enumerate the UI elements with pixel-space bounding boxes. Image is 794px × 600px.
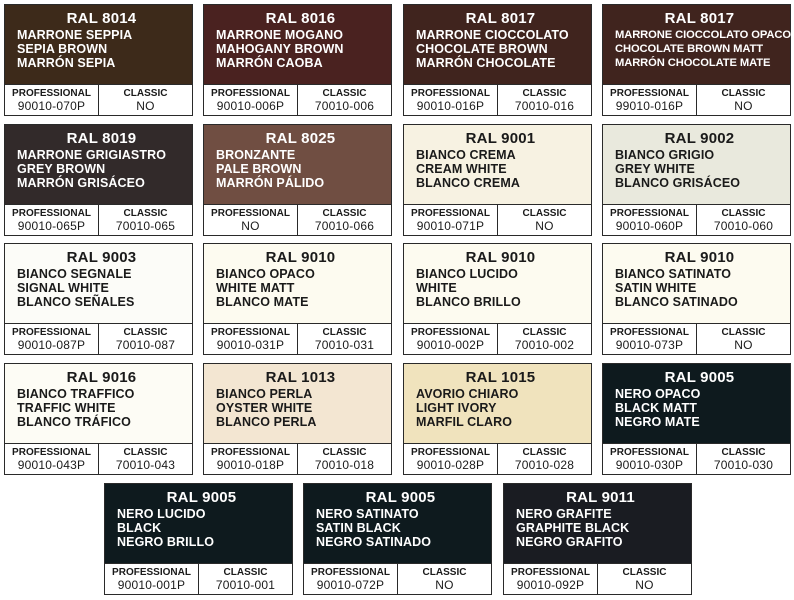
classic-label: CLASSIC <box>322 207 367 219</box>
color-name: NEGRO SATINADO <box>316 535 432 549</box>
classic-code: 70010-016 <box>514 98 575 113</box>
classic-column <box>98 205 192 235</box>
color-name: GREY WHITE <box>615 162 695 176</box>
professional-column <box>404 205 497 235</box>
professional-code: 90010-065P <box>17 218 86 233</box>
professional-column <box>603 205 696 235</box>
color-name: BIANCO SEGNALE <box>17 267 132 281</box>
professional-label: PROFESSIONAL <box>12 87 91 99</box>
color-swatch <box>5 244 192 324</box>
classic-column <box>696 205 790 235</box>
professional-label: PROFESSIONAL <box>411 207 490 219</box>
classic-label: CLASSIC <box>522 207 567 219</box>
classic-code: 70010-018 <box>314 457 375 472</box>
professional-code: 90010-060P <box>615 218 684 233</box>
classic-label: CLASSIC <box>123 446 168 458</box>
classic-label: CLASSIC <box>322 326 367 338</box>
color-name: BIANCO LUCIDO <box>416 267 518 281</box>
professional-code: 90010-018P <box>216 457 285 472</box>
professional-code: 90010-072P <box>316 577 385 592</box>
professional-label: PROFESSIONAL <box>610 446 689 458</box>
color-card <box>602 124 791 236</box>
color-name: LIGHT IVORY <box>416 401 497 415</box>
color-name: MARRÓN PÁLIDO <box>216 176 325 190</box>
classic-column <box>98 324 192 354</box>
product-codes <box>5 84 192 115</box>
classic-column <box>696 85 790 115</box>
product-codes <box>404 443 591 474</box>
professional-column <box>603 85 696 115</box>
product-codes <box>603 323 790 354</box>
color-card <box>104 483 293 595</box>
color-name: AVORIO CHIARO <box>416 387 519 401</box>
color-swatch <box>404 125 591 205</box>
professional-label: PROFESSIONAL <box>610 326 689 338</box>
color-swatch <box>304 484 491 564</box>
color-name: NERO SATINATO <box>316 507 419 521</box>
ral-code: RAL 9002 <box>664 130 735 147</box>
classic-column <box>497 85 591 115</box>
color-card <box>203 363 392 475</box>
color-name: SIGNAL WHITE <box>17 281 109 295</box>
product-codes <box>504 563 691 594</box>
color-swatch <box>404 5 591 85</box>
color-card <box>303 483 492 595</box>
classic-column <box>297 324 391 354</box>
color-name: NERO OPACO <box>615 387 701 401</box>
color-name: SATIN BLACK <box>316 521 401 535</box>
color-name: MARRÓN CHOCOLATE <box>416 56 556 70</box>
ral-code: RAL 9010 <box>265 249 336 266</box>
color-card <box>602 4 791 116</box>
color-swatch <box>404 364 591 444</box>
professional-label: PROFESSIONAL <box>211 207 290 219</box>
color-swatch <box>105 484 292 564</box>
professional-column <box>5 85 98 115</box>
color-name: BLANCO BRILLO <box>416 295 521 309</box>
color-name: BIANCO GRIGIO <box>615 148 715 162</box>
color-name: BLANCO MATE <box>216 295 309 309</box>
color-name: BLACK <box>117 521 162 535</box>
color-name: BIANCO SATINATO <box>615 267 732 281</box>
classic-label: CLASSIC <box>422 566 467 578</box>
color-name: NERO LUCIDO <box>117 507 206 521</box>
classic-label: CLASSIC <box>123 87 168 99</box>
product-codes <box>204 443 391 474</box>
color-name: CHOCOLATE BROWN MATT <box>615 43 763 55</box>
professional-column <box>404 85 497 115</box>
color-swatch <box>603 5 790 85</box>
ral-code: RAL 8025 <box>265 130 336 147</box>
classic-label: CLASSIC <box>322 446 367 458</box>
classic-column <box>497 205 591 235</box>
color-name: TRAFFIC WHITE <box>17 401 116 415</box>
classic-label: CLASSIC <box>622 566 667 578</box>
professional-code: 90010-071P <box>416 218 485 233</box>
color-swatch <box>603 364 790 444</box>
color-card <box>403 243 592 355</box>
classic-label: CLASSIC <box>223 566 268 578</box>
classic-code: 70010-087 <box>115 337 176 352</box>
classic-code: 70010-066 <box>314 218 375 233</box>
color-swatch <box>504 484 691 564</box>
classic-code: 70010-043 <box>115 457 176 472</box>
professional-label: PROFESSIONAL <box>12 326 91 338</box>
ral-code: RAL 8019 <box>66 130 137 147</box>
classic-code: 70010-001 <box>215 577 276 592</box>
ral-code: RAL 9005 <box>166 489 237 506</box>
classic-code: NO <box>734 98 753 113</box>
ral-code: RAL 1015 <box>465 369 536 386</box>
product-codes <box>105 563 292 594</box>
product-codes <box>404 204 591 235</box>
product-codes <box>304 563 491 594</box>
color-swatch <box>5 125 192 205</box>
classic-code: 70010-031 <box>314 337 375 352</box>
professional-label: PROFESSIONAL <box>411 87 490 99</box>
professional-code: 90010-016P <box>416 98 485 113</box>
professional-label: PROFESSIONAL <box>411 446 490 458</box>
professional-column <box>404 444 497 474</box>
color-name: BLANCO GRISÁCEO <box>615 176 741 190</box>
color-name: MARRÓN SEPIA <box>17 56 116 70</box>
color-name: SATIN WHITE <box>615 281 697 295</box>
ral-code: RAL 9005 <box>365 489 436 506</box>
color-name: MARRÓN CAOBA <box>216 56 323 70</box>
product-codes <box>603 84 790 115</box>
professional-label: PROFESSIONAL <box>511 566 590 578</box>
classic-code: NO <box>136 98 155 113</box>
professional-code: 90010-030P <box>615 457 684 472</box>
product-codes <box>204 204 391 235</box>
color-name: MARRONE SEPPIA <box>17 28 133 42</box>
color-name: BLANCO SEÑALES <box>17 295 135 309</box>
ral-code: RAL 9010 <box>664 249 735 266</box>
classic-code: 70010-060 <box>713 218 774 233</box>
product-codes <box>404 323 591 354</box>
color-name: MARRONE CIOCCOLATO OPACO <box>615 29 791 41</box>
classic-code: 70010-065 <box>115 218 176 233</box>
classic-column <box>397 564 491 594</box>
classic-column <box>297 85 391 115</box>
classic-code: 70010-030 <box>713 457 774 472</box>
classic-column <box>497 444 591 474</box>
product-codes <box>404 84 591 115</box>
classic-column <box>597 564 691 594</box>
color-card <box>203 4 392 116</box>
color-name: PALE BROWN <box>216 162 302 176</box>
color-name: BIANCO OPACO <box>216 267 315 281</box>
color-swatch <box>603 244 790 324</box>
color-name: GRAPHITE BLACK <box>516 521 630 535</box>
color-name: NERO GRAFITE <box>516 507 612 521</box>
color-card <box>203 124 392 236</box>
color-name: MARRONE MOGANO <box>216 28 344 42</box>
ral-code: RAL 9016 <box>66 369 137 386</box>
classic-label: CLASSIC <box>721 207 766 219</box>
professional-column <box>5 324 98 354</box>
color-card <box>602 363 791 475</box>
color-name: MARRONE CIOCCOLATO <box>416 28 569 42</box>
professional-column <box>603 324 696 354</box>
professional-code: NO <box>241 218 260 233</box>
professional-column <box>204 324 297 354</box>
color-card <box>4 4 193 116</box>
professional-column <box>304 564 397 594</box>
color-name: BLACK MATT <box>615 401 697 415</box>
ral-code: RAL 9011 <box>566 489 635 506</box>
product-codes <box>5 323 192 354</box>
color-card <box>403 363 592 475</box>
color-name: CHOCOLATE BROWN <box>416 42 548 56</box>
color-name: NEGRO MATE <box>615 415 700 429</box>
color-name: BIANCO TRAFFICO <box>17 387 135 401</box>
classic-column <box>696 444 790 474</box>
color-card <box>602 243 791 355</box>
professional-column <box>404 324 497 354</box>
classic-column <box>696 324 790 354</box>
color-card <box>4 363 193 475</box>
professional-code: 90010-073P <box>615 337 684 352</box>
color-name: NEGRO GRAFITO <box>516 535 623 549</box>
professional-code: 90010-006P <box>216 98 285 113</box>
professional-label: PROFESSIONAL <box>610 207 689 219</box>
professional-code: 90010-001P <box>117 577 186 592</box>
color-swatch <box>204 5 391 85</box>
product-codes <box>5 443 192 474</box>
color-name: BIANCO CREMA <box>416 148 516 162</box>
color-card <box>503 483 692 595</box>
professional-column <box>5 444 98 474</box>
classic-label: CLASSIC <box>721 446 766 458</box>
classic-code: NO <box>734 337 753 352</box>
color-name: BRONZANTE <box>216 148 296 162</box>
ral-code: RAL 9003 <box>66 249 137 266</box>
product-codes <box>603 204 790 235</box>
color-name: WHITE <box>416 281 457 295</box>
professional-label: PROFESSIONAL <box>610 87 689 99</box>
ral-code: RAL 8017 <box>465 10 536 27</box>
product-codes <box>204 84 391 115</box>
color-name: MARRÓN CHOCOLATE MATE <box>615 57 771 69</box>
classic-label: CLASSIC <box>721 326 766 338</box>
professional-code: 90010-031P <box>216 337 285 352</box>
classic-label: CLASSIC <box>522 87 567 99</box>
professional-column <box>204 85 297 115</box>
classic-code: 70010-028 <box>514 457 575 472</box>
professional-column <box>204 444 297 474</box>
professional-code: 90010-070P <box>17 98 86 113</box>
professional-code: 99010-016P <box>615 98 684 113</box>
color-name: BIANCO PERLA <box>216 387 313 401</box>
color-name: MARRONE GRIGIASTRO <box>17 148 167 162</box>
ral-code: RAL 8016 <box>265 10 336 27</box>
color-name: CREAM WHITE <box>416 162 507 176</box>
classic-label: CLASSIC <box>522 326 567 338</box>
product-codes <box>5 204 192 235</box>
professional-column <box>5 205 98 235</box>
color-card <box>4 243 193 355</box>
color-swatch <box>204 125 391 205</box>
color-name: NEGRO BRILLO <box>117 535 215 549</box>
ral-code: RAL 9001 <box>465 130 536 147</box>
classic-column <box>297 444 391 474</box>
ral-code: RAL 1013 <box>265 369 336 386</box>
professional-code: 90010-043P <box>17 457 86 472</box>
classic-label: CLASSIC <box>322 87 367 99</box>
ral-code: RAL 9005 <box>664 369 735 386</box>
color-swatch <box>204 364 391 444</box>
professional-code: 90010-087P <box>17 337 86 352</box>
color-name: BLANCO SATINADO <box>615 295 738 309</box>
color-card <box>203 243 392 355</box>
classic-label: CLASSIC <box>522 446 567 458</box>
professional-label: PROFESSIONAL <box>211 87 290 99</box>
classic-label: CLASSIC <box>721 87 766 99</box>
classic-column <box>98 444 192 474</box>
color-card <box>4 124 193 236</box>
color-card <box>403 4 592 116</box>
classic-code: NO <box>635 577 654 592</box>
color-name: SEPIA BROWN <box>17 42 108 56</box>
classic-column <box>198 564 292 594</box>
color-name: BLANCO PERLA <box>216 415 317 429</box>
ral-code: RAL 8014 <box>66 10 137 27</box>
professional-column <box>204 205 297 235</box>
professional-label: PROFESSIONAL <box>12 446 91 458</box>
color-swatch <box>5 364 192 444</box>
color-name: WHITE MATT <box>216 281 295 295</box>
product-codes <box>603 443 790 474</box>
professional-label: PROFESSIONAL <box>311 566 390 578</box>
color-name: BLANCO CREMA <box>416 176 520 190</box>
product-codes <box>204 323 391 354</box>
classic-code: 70010-006 <box>314 98 375 113</box>
color-name: GREY BROWN <box>17 162 106 176</box>
color-swatch <box>5 5 192 85</box>
ral-code: RAL 8017 <box>664 10 735 27</box>
professional-label: PROFESSIONAL <box>112 566 191 578</box>
color-name: BLANCO TRÁFICO <box>17 415 131 429</box>
classic-column <box>98 85 192 115</box>
color-name: MARRÓN GRISÁCEO <box>17 176 145 190</box>
professional-column <box>603 444 696 474</box>
professional-label: PROFESSIONAL <box>211 326 290 338</box>
classic-label: CLASSIC <box>123 326 168 338</box>
professional-label: PROFESSIONAL <box>211 446 290 458</box>
professional-code: 90010-028P <box>416 457 485 472</box>
professional-column <box>105 564 198 594</box>
professional-label: PROFESSIONAL <box>12 207 91 219</box>
color-name: OYSTER WHITE <box>216 401 313 415</box>
professional-code: 90010-092P <box>516 577 585 592</box>
ral-code: RAL 9010 <box>465 249 536 266</box>
professional-label: PROFESSIONAL <box>411 326 490 338</box>
color-swatch <box>603 125 790 205</box>
professional-code: 90010-002P <box>416 337 485 352</box>
color-name: MAHOGANY BROWN <box>216 42 344 56</box>
classic-column <box>497 324 591 354</box>
color-swatch <box>204 244 391 324</box>
professional-column <box>504 564 597 594</box>
color-card <box>403 124 592 236</box>
classic-label: CLASSIC <box>123 207 168 219</box>
color-swatch <box>404 244 591 324</box>
classic-code: 70010-002 <box>514 337 575 352</box>
color-name: MARFIL CLARO <box>416 415 513 429</box>
classic-code: NO <box>535 218 554 233</box>
classic-column <box>297 205 391 235</box>
classic-code: NO <box>435 577 454 592</box>
